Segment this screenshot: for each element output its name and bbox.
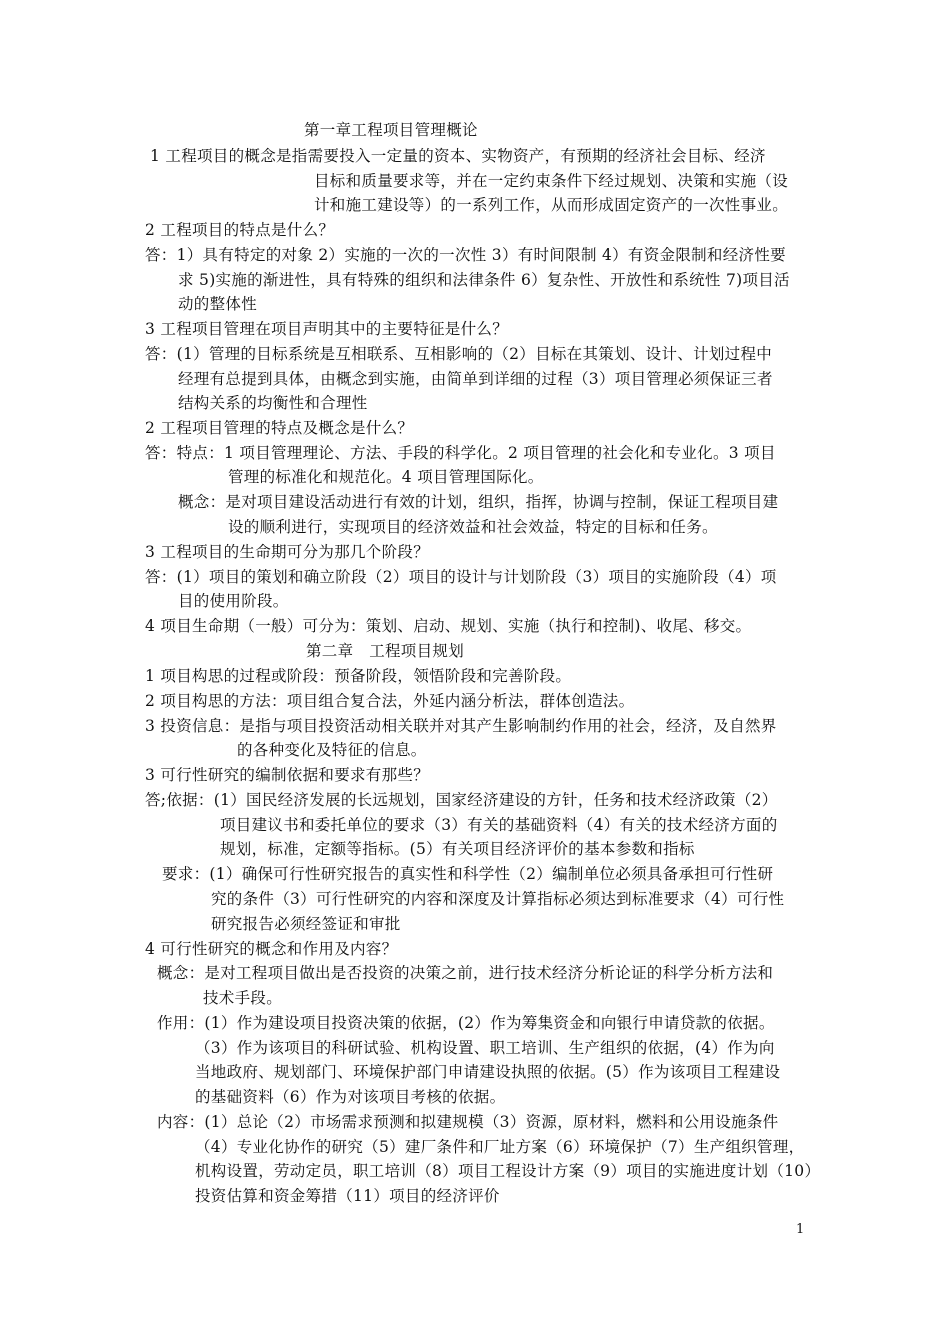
chapter-1-title: 第一章工程项目管理概论 (304, 121, 478, 139)
text-line: 设的顺利进行，实现项目的经济效益和社会效益，特定的目标和任务。 (228, 518, 718, 536)
answer-line: 答：特点：1 项目管理理论、方法、手段的科学化。2 项目管理的社会化和专业化。3 项目 (145, 444, 776, 462)
text-line: 规划，标准，定额等指标。(5）有关项目经济评价的基本参数和指标 (220, 840, 695, 858)
text-line: 要求：(1）确保可行性研究报告的真实性和科学性（2）编制单位必须具备承担可行性研 (162, 865, 774, 883)
text-line: 求 5)实施的渐进性，具有特殊的组织和法律条件 6）复杂性、开放性和系统性 7)项目活 (178, 271, 790, 289)
text-line: 1 工程项目的概念是指需要投入一定量的资本、实物资产，有预期的经济社会目标、经济 (150, 147, 766, 165)
question-line: 3 可行性研究的编制依据和要求有那些？ (145, 766, 429, 784)
question-line: 2 工程项目管理的特点及概念是什么？ (145, 419, 414, 437)
question-line: 2 工程项目的特点是什么？ (145, 221, 335, 239)
question-line: 4 可行性研究的概念和作用及内容？ (145, 940, 398, 958)
text-line: 概念：是对项目建设活动进行有效的计划，组织，指挥，协调与控制，保证工程项目建 (178, 493, 779, 511)
question-line: 3 工程项目的生命期可分为那几个阶段？ (145, 543, 429, 561)
text-line: 2 项目构思的方法：项目组合复合法，外延内涵分析法，群体创造法。 (145, 692, 635, 710)
chapter-2-title: 第二章 工程项目规划 (306, 642, 465, 660)
text-line: 究的条件（3）可行性研究的内容和深度及计算指标必须达到标准要求（4）可行性 (211, 890, 785, 908)
text-line: 机构设置，劳动定员，职工培训（8）项目工程设计方案（9）项目的实施进度计划（10） (195, 1162, 821, 1180)
answer-line: 答：(1）项目的策划和确立阶段（2）项目的设计与计划阶段（3）项目的实施阶段（4）项 (145, 568, 777, 586)
question-line: 3 工程项目管理在项目声明其中的主要特征是什么？ (145, 320, 508, 338)
text-line: （3）作为该项目的科研试验、机构设置、职工培训、生产组织的依据，(4）作为向 (195, 1039, 775, 1057)
text-line: 概念：是对工程项目做出是否投资的决策之前，进行技术经济分析论证的科学分析方法和 (157, 964, 774, 982)
text-line: 内容：(1）总论（2）市场需求预测和拟建规模（3）资源，原材料，燃料和公用设施条件 (157, 1113, 779, 1131)
text-line: 项目建议书和委托单位的要求（3）有关的基础资料（4）有关的技术经济方面的 (220, 816, 778, 834)
text-line: 计和施工建设等）的一系列工作，从而形成固定资产的一次性事业。 (314, 196, 789, 214)
page-number: 1 (796, 1222, 805, 1237)
text-line: 当地政府、规划部门、环境保护部门申请建设执照的依据。(5）作为该项目工程建设 (195, 1063, 781, 1081)
text-line: 的各种变化及特征的信息。 (237, 741, 427, 759)
text-line: 投资估算和资金筹措（11）项目的经济评价 (195, 1187, 500, 1205)
text-line: 管理的标准化和规范化。4 项目管理国际化。 (228, 468, 544, 486)
answer-line: 答;依据：(1）国民经济发展的长远规划，国家经济建设的方针，任务和技术经济政策（2） (145, 791, 778, 809)
text-line: 结构关系的均衡性和合理性 (178, 394, 368, 412)
text-line: 3 投资信息：是指与项目投资活动相关联并对其产生影响制约作用的社会，经济，及自然界 (145, 717, 777, 735)
answer-line: 答：(1）管理的目标系统是互相联系、互相影响的（2）目标在其策划、设计、计划过程中 (145, 345, 773, 363)
text-line: 1 项目构思的过程或阶段：预备阶段，领悟阶段和完善阶段。 (145, 667, 572, 685)
text-line: 技术手段。 (203, 989, 283, 1007)
text-line: 4 项目生命期（一般）可分为：策划、启动、规划、实施（执行和控制)、收尾、移交。 (145, 617, 752, 635)
answer-line: 答：1）具有特定的对象 2）实施的一次的一次性 3）有时间限制 4）有资金限制和经济性要 (145, 246, 786, 264)
text-line: 的基础资料（6）作为对该项目考核的依据。 (195, 1088, 506, 1106)
text-line: 目标和质量要求等，并在一定约束条件下经过规划、决策和实施（设 (314, 172, 789, 190)
text-line: 作用：(1）作为建设项目投资决策的依据，(2）作为筹集资金和向银行申请贷款的依据。 (157, 1014, 775, 1032)
text-line: 经理有总提到具体，由概念到实施，由简单到详细的过程（3）项目管理必须保证三者 (178, 370, 773, 388)
text-line: 动的整体性 (178, 295, 258, 313)
text-line: 目的使用阶段。 (178, 592, 289, 610)
text-line: 研究报告必须经签证和审批 (211, 915, 401, 933)
text-line: （4）专业化协作的研究（5）建厂条件和厂址方案（6）环境保护（7）生产组织管理， (195, 1138, 805, 1156)
